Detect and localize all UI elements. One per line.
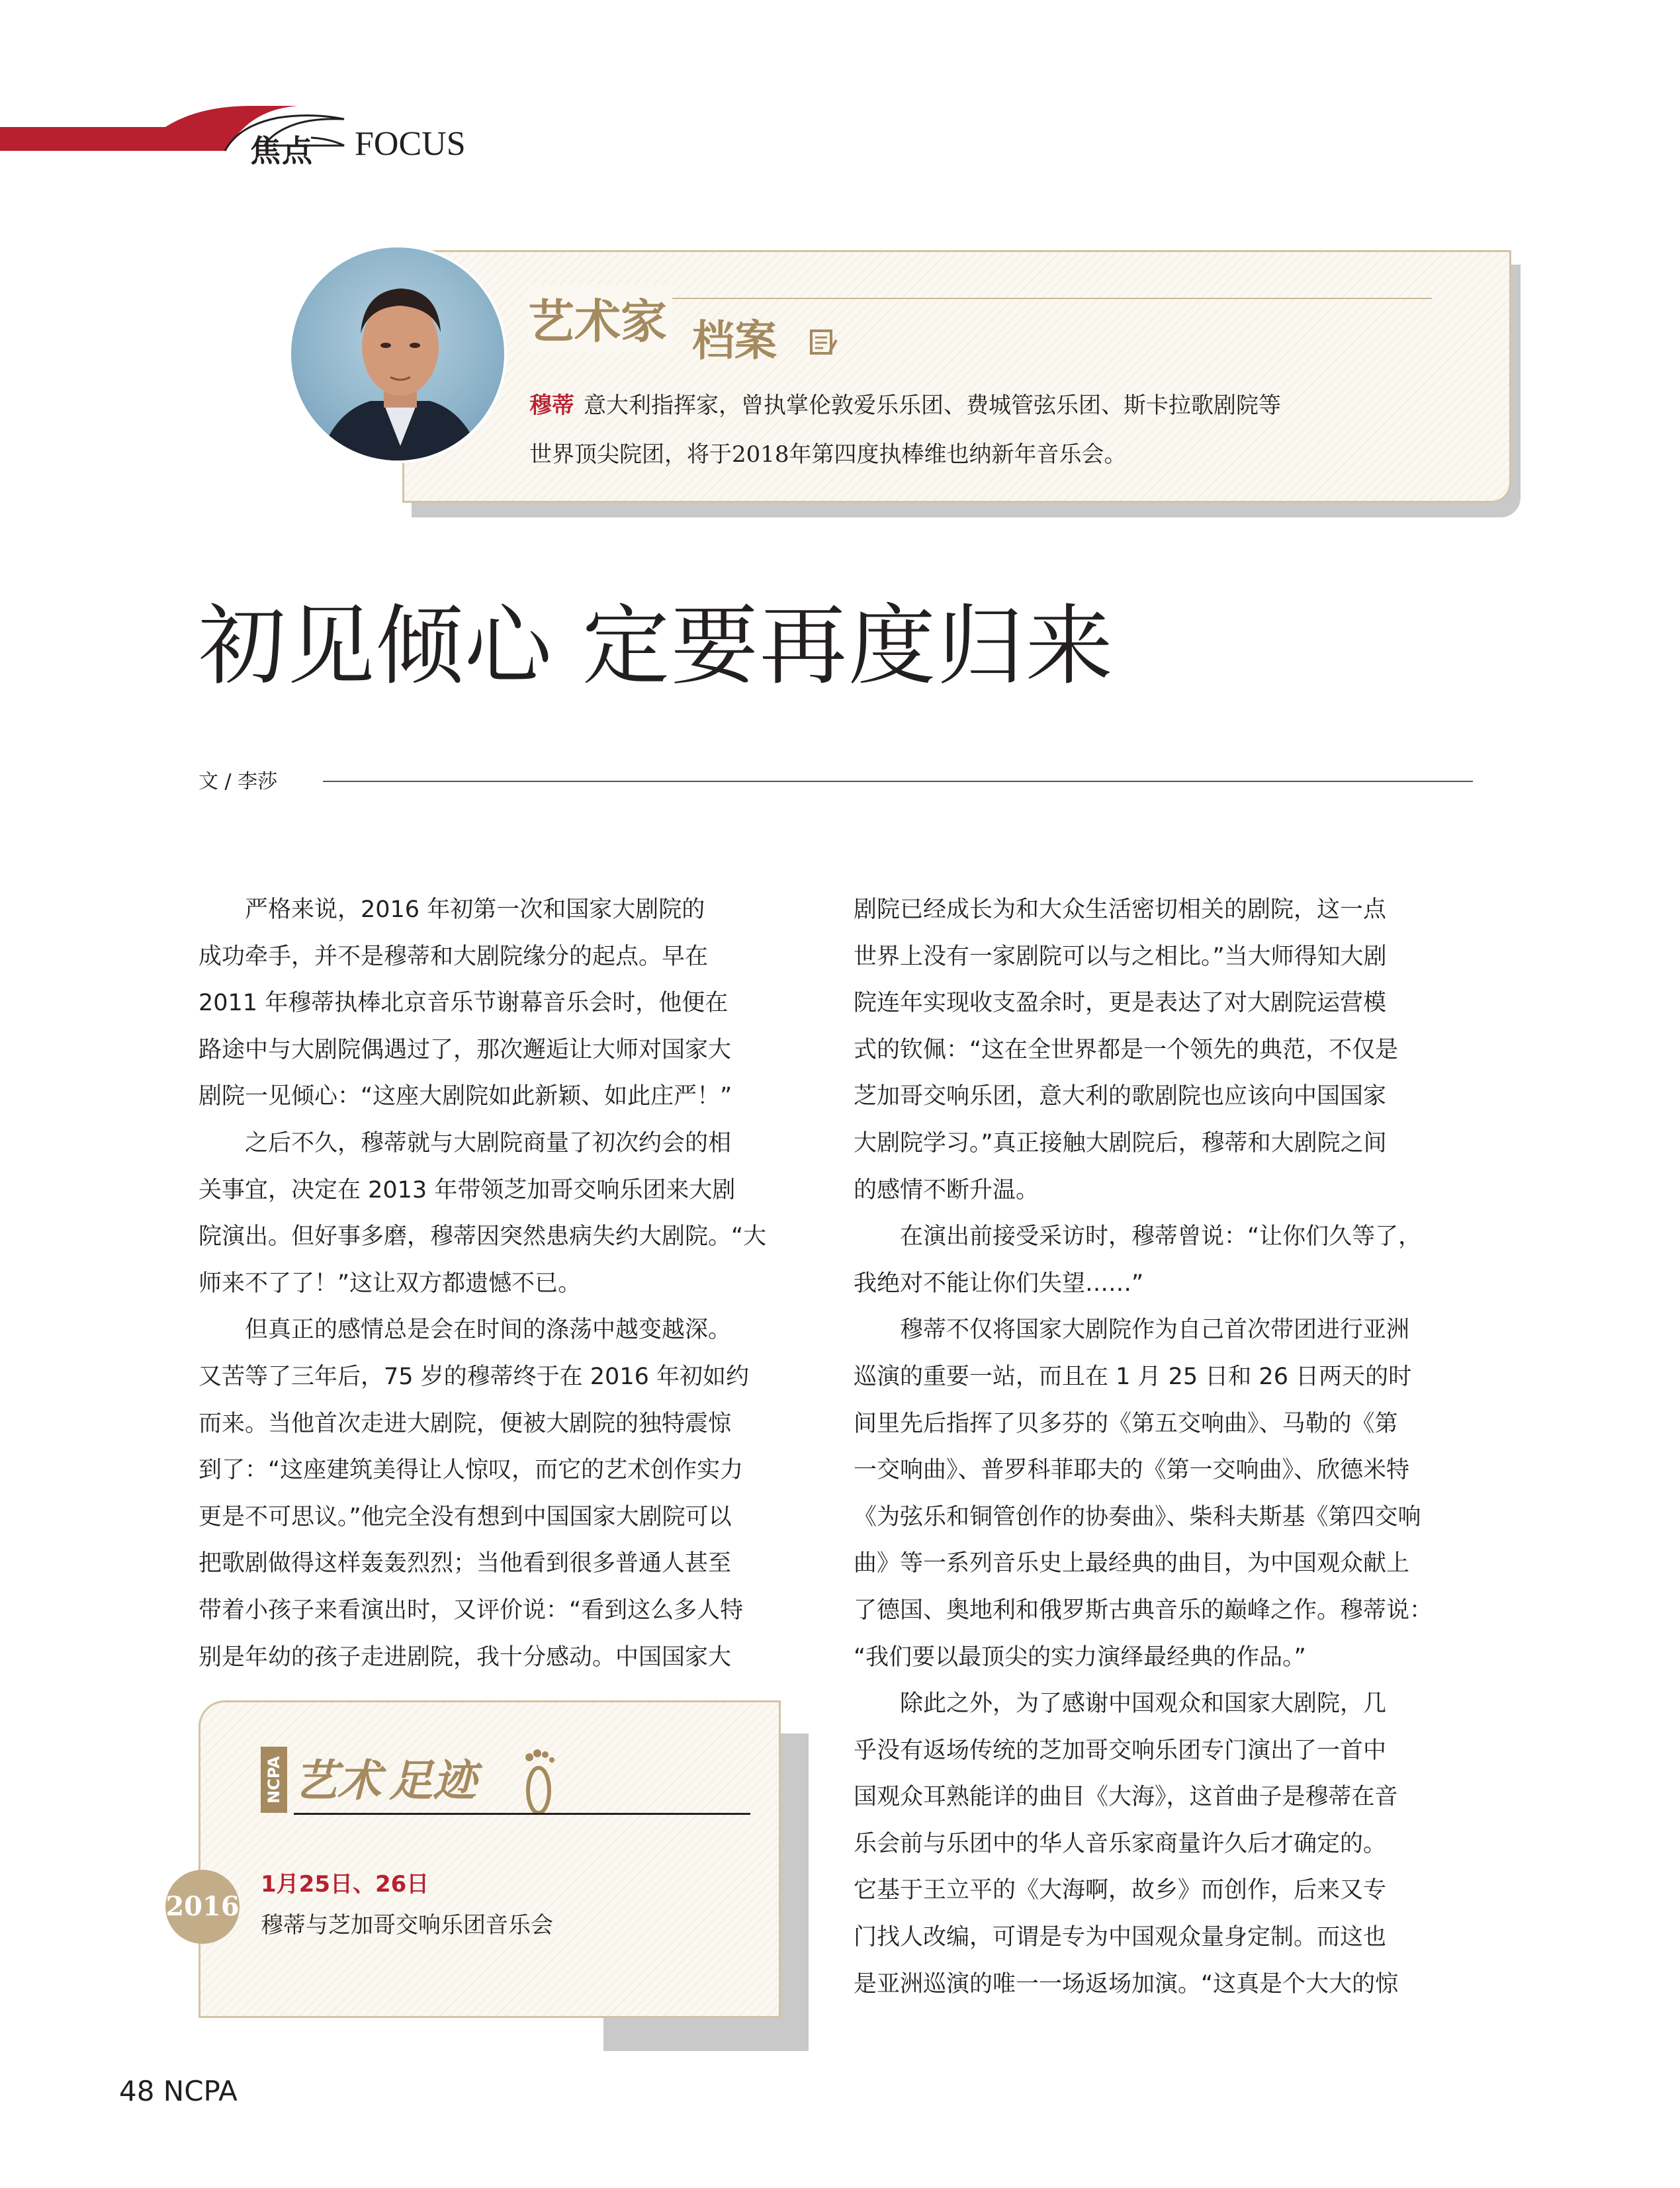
- artist-portrait: [288, 245, 507, 463]
- page-number: 48 NCPA: [119, 2075, 238, 2107]
- profile-bio-line2: 世界顶尖院团，将于2018年第四度执棒维也纳新年音乐会。: [529, 441, 1127, 468]
- article-line: 除此之外，为了感谢中国观众和国家大剧院，几: [854, 1690, 1387, 1718]
- article-line: 而来。当他首次走进大剧院，便被大剧院的独特震惊: [199, 1410, 732, 1437]
- article-line: 穆蒂不仅将国家大剧院作为自己首次带团进行亚洲: [854, 1317, 1410, 1344]
- article-line: 路途中与大剧院偶遇过了，那次邂逅让大师对国家大: [199, 1036, 732, 1063]
- byline-rule: [323, 781, 1473, 782]
- article-line: 它基于王立平的《大海啊，故乡》而创作，后来又专: [854, 1877, 1387, 1904]
- article-line: 乐会前与乐团中的华人音乐家商量许久后才确定的。: [854, 1830, 1387, 1857]
- article-line: 到了：“这座建筑美得让人惊叹，而它的艺术创作实力: [199, 1457, 744, 1484]
- article-line: 师来不了了！”这让双方都遗憾不已。: [199, 1270, 582, 1297]
- article-line: 巡演的重要一站，而且在 1 月 25 日和 26 日两天的时: [854, 1363, 1412, 1390]
- section-label: 焦点: [250, 133, 314, 169]
- event-name: 穆蒂与芝加哥交响乐团音乐会: [261, 1912, 553, 1939]
- article-line: 别是年幼的孩子走进剧院，我十分感动。中国国家大: [199, 1643, 732, 1671]
- article-line: 曲》等一系列音乐史上最经典的曲目，为中国观众献上: [854, 1550, 1410, 1577]
- article-line: 又苦等了三年后，75 岁的穆蒂终于在 2016 年初如约: [199, 1363, 749, 1390]
- footprint-rule: [294, 1813, 750, 1815]
- article-line: 但真正的感情总是会在时间的涤荡中越变越深。: [199, 1317, 732, 1344]
- footprint-title-part2: 足迹: [389, 1755, 476, 1806]
- article-line: 2011 年穆蒂执棒北京音乐节谢幕音乐会时，他便在: [199, 990, 729, 1017]
- article-line: 式的钦佩：“这在全世界都是一个领先的典范，不仅是: [854, 1036, 1399, 1063]
- article-column-left: [199, 887, 811, 1681]
- article-line: 之后不久，穆蒂就与大剧院商量了初次约会的相: [199, 1129, 732, 1157]
- footprint-icon: [519, 1744, 561, 1817]
- article-line: 关事宜，决定在 2013 年带领芝加哥交响乐团来大剧: [199, 1176, 736, 1203]
- article-line: 世界上没有一家剧院可以与之相比。”当大师得知大剧: [854, 943, 1387, 970]
- event-date: 1月25日、26日: [261, 1871, 429, 1898]
- profile-bio-line1: [529, 381, 1456, 430]
- article-line: “我们要以最顶尖的实力演绎最经典的作品。”: [854, 1643, 1306, 1671]
- footprint-title-part1: 艺术: [294, 1755, 381, 1806]
- article-line: 是亚洲巡演的唯一一场返场加演。“这真是个大大的惊: [854, 1970, 1399, 1997]
- article-line: 大剧院学习。”真正接触大剧院后，穆蒂和大剧院之间: [854, 1129, 1387, 1157]
- article-line: 带着小孩子来看演出时，又评价说：“看到这么多人特: [199, 1597, 744, 1624]
- article-line: 乎没有返场传统的芝加哥交响乐团专门演出了一首中: [854, 1737, 1387, 1764]
- byline: 文 / 李莎: [199, 770, 278, 793]
- article-headline: 初见倾心 定要再度归来: [199, 595, 1114, 697]
- article-line: 把歌剧做得这样轰轰烈烈；当他看到很多普通人甚至: [199, 1550, 732, 1577]
- article-line: 芝加哥交响乐团，意大利的歌剧院也应该向中国国家: [854, 1083, 1387, 1110]
- profile-title-part2: 档案: [692, 316, 777, 366]
- notebook-icon: [807, 326, 839, 357]
- article-line: 院演出。但好事多磨，穆蒂因突然患病失约大剧院。“大: [199, 1223, 767, 1250]
- article-line: 一交响曲》、普罗科菲耶夫的《第一交响曲》、欣德米特: [854, 1457, 1410, 1484]
- article-line: 剧院已经成长为和大众生活密切相关的剧院，这一点: [854, 897, 1387, 923]
- article-line: 我绝对不能让你们失望……”: [854, 1270, 1144, 1297]
- article-line: 国观众耳熟能详的曲目《大海》，这首曲子是穆蒂在音: [854, 1784, 1398, 1811]
- article-line: 院连年实现收支盈余时，更是表达了对大剧院运营模: [854, 990, 1387, 1017]
- article-line: 成功牵手，并不是穆蒂和大剧院缘分的起点。早在: [199, 943, 709, 970]
- section-label-en: FOCUS: [355, 125, 466, 163]
- article-line: 严格来说，2016 年初第一次和国家大剧院的: [199, 897, 705, 923]
- article-line: 了德国、奥地利和俄罗斯古典音乐的巅峰之作。穆蒂说：: [854, 1597, 1433, 1624]
- bio-text-line1: 意大利指挥家，曾执掌伦敦爱乐乐团、费城管弦乐团、斯卡拉歌剧院等: [584, 392, 1281, 419]
- year-badge: 2016: [165, 1870, 240, 1944]
- profile-title-part1: 艺术家: [528, 284, 672, 351]
- article-line: 剧院一见倾心：“这座大剧院如此新颖、如此庄严！”: [199, 1083, 732, 1110]
- article-line: 间里先后指挥了贝多芬的《第五交响曲》、马勒的《第: [854, 1410, 1398, 1437]
- article-column-right: [854, 887, 1476, 2007]
- profile-bio: [529, 381, 1456, 479]
- article-line: 更是不可思议。”他完全没有想到中国国家大剧院可以: [199, 1503, 732, 1530]
- article-line: 《为弦乐和铜管创作的协奏曲》、柴科夫斯基《第四交响: [854, 1503, 1421, 1530]
- article-line: 门找人改编，可谓是专为中国观众量身定制。而这也: [854, 1924, 1387, 1951]
- portrait-illustration: [291, 247, 507, 463]
- ncpa-tag: NCPA: [261, 1747, 287, 1813]
- article-line: 在演出前接受采访时，穆蒂曾说：“让你们久等了，: [854, 1223, 1422, 1250]
- artist-name: 穆蒂: [529, 392, 574, 419]
- article-line: 的感情不断升温。: [854, 1176, 1039, 1203]
- footprint-title: [294, 1745, 476, 1808]
